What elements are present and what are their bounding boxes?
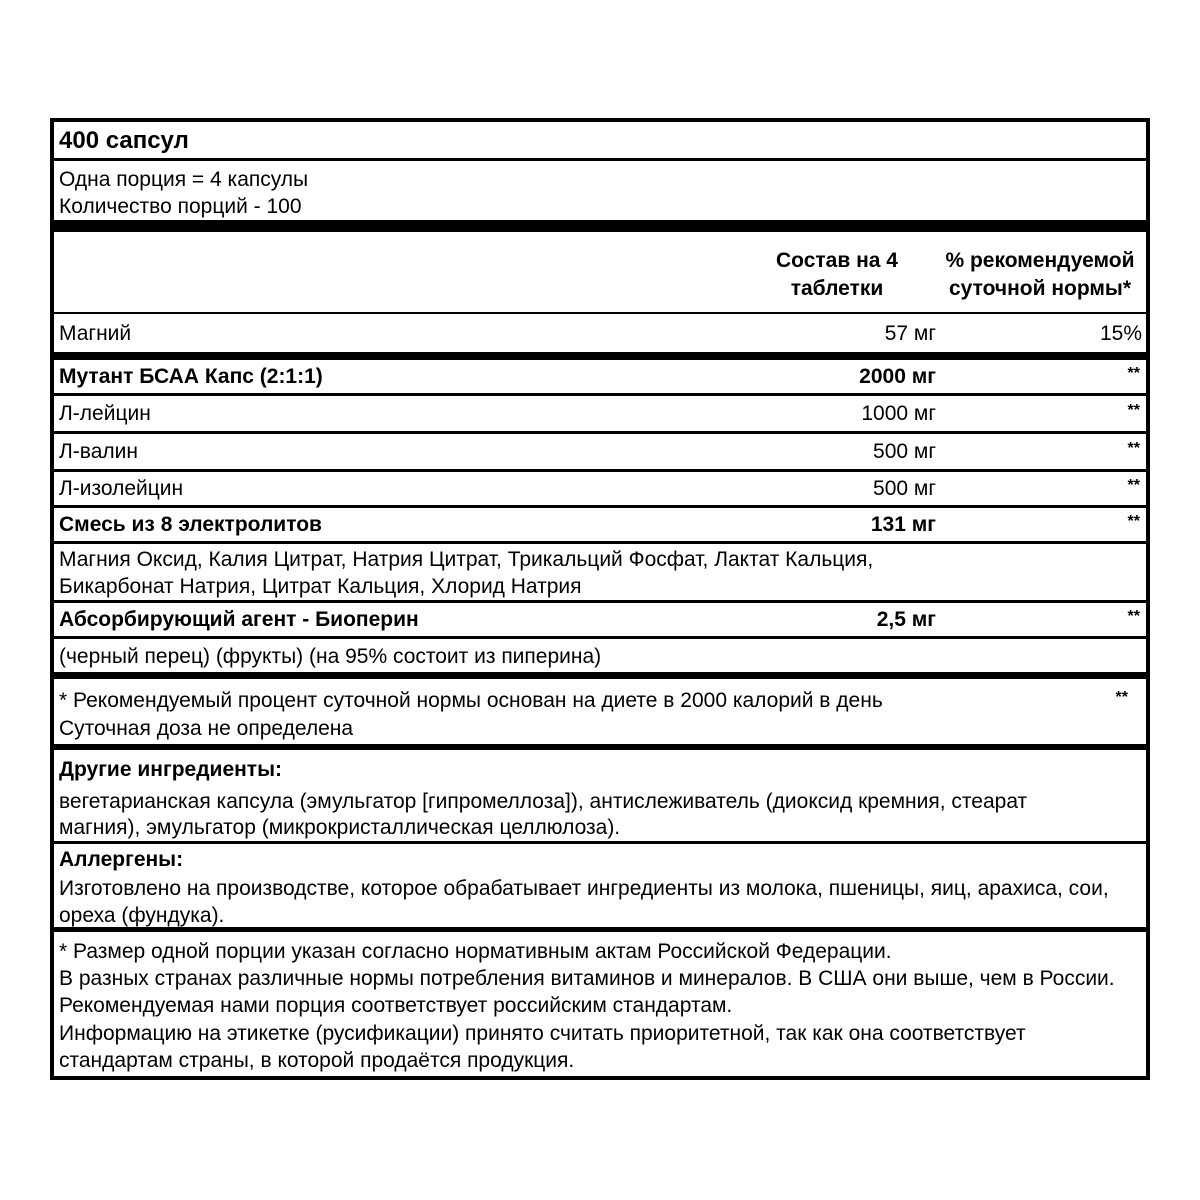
footnote-mark: ** [1115,689,1128,706]
ingredient-row [54,396,1146,431]
thick-divider [54,672,1146,679]
ingredient-amount: 1000 мг [861,402,936,425]
blend-name: Смесь из 8 электролитов [59,513,322,536]
blend-mark: ** [1127,608,1140,625]
ingredient-mark: ** [1127,402,1140,419]
thick-divider [54,352,1146,360]
ingredient-row [54,472,1146,505]
disclaimer: * Размер одной порции указан согласно нормативным актам Российской Федерации. В разных странах различные нормы потребления витаминов и минералов. В США они выше, чем в России. Рекомендуемая нами порция соответствует российским стандартам. Информацию на этикетке (русификации) принято считать приоритетной, так как она соответствует стандартам страны, в которой продаётся продукция. [59,940,1115,1072]
nutrient-percent: 15% [1099,322,1142,345]
blend-name: Мутант БСАА Капс (2:1:1) [59,365,323,388]
blend-row-bioperine [54,603,1146,636]
blend-mark: ** [1127,513,1140,530]
ingredient-name: Л-изолейцин [59,477,184,500]
bioperine-note: (черный перец) (фрукты) (на 95% состоит из пиперина) [59,645,602,668]
blend-amount: 2,5 мг [876,608,936,631]
ingredient-name: Л-лейцин [59,402,151,425]
ingredient-row [54,434,1146,469]
footnote-not-established: Суточная доза не определена [59,717,354,740]
nutrient-row-magnesium [54,314,1146,352]
nutrient-name: Магний [59,322,132,345]
ingredient-amount: 500 мг [873,440,936,463]
serving-size: Одна порция = 4 капсулы [59,168,309,191]
electrolyte-list: Магния Оксид, Калия Цитрат, Натрия Цитрат, Трикальций Фосфат, Лактат Кальция, Бикарбонат Натрия, Цитрат Кальция, Хлорид Натрия [59,548,874,598]
allergens: Аллергены: Изготовлено на производстве, которое обрабатывает ингредиенты из молока, пшеницы, яиц, арахиса, сои, ореха (фундука). [59,848,1109,927]
footnote-daily-value: * Рекомендуемый процент суточной нормы основан на диете в 2000 калорий в день [59,689,883,712]
footnotes [54,679,1146,745]
other-ingredients: Другие ингредиенты: вегетарианская капсула (эмульгатор [гипромеллоза]), антислеживатель (диоксид кремния, стеарат магния), эмульгатор (микрокристаллическая целлюлоза). [59,758,1028,839]
blend-row-bcaa [54,360,1146,393]
blend-amount: 2000 мг [859,365,936,388]
ingredient-amount: 500 мг [873,477,936,500]
ingredient-mark: ** [1127,440,1140,457]
other-ingredients-title: Другие ингредиенты: [59,758,283,781]
serving-count: Количество порций - 100 [59,195,302,218]
thick-divider [54,220,1146,232]
blend-name: Абсорбирующий агент - Биоперин [59,608,419,631]
percent-column-header: % рекомендуемой суточной нормы* [945,249,1135,300]
blend-mark: ** [1127,365,1140,382]
ingredient-name: Л-валин [59,440,138,463]
blend-amount: 131 мг [870,513,936,536]
divider [54,158,1146,161]
blend-row-electrolytes [54,508,1146,541]
amount-column-header: Состав на 4 таблетки [776,249,898,300]
allergens-title: Аллергены: [59,848,184,871]
supplement-facts-label [50,118,1150,1080]
ingredient-mark: ** [1127,477,1140,494]
nutrient-amount: 57 мг [884,322,936,345]
product-title: 400 сапсул [59,127,189,154]
